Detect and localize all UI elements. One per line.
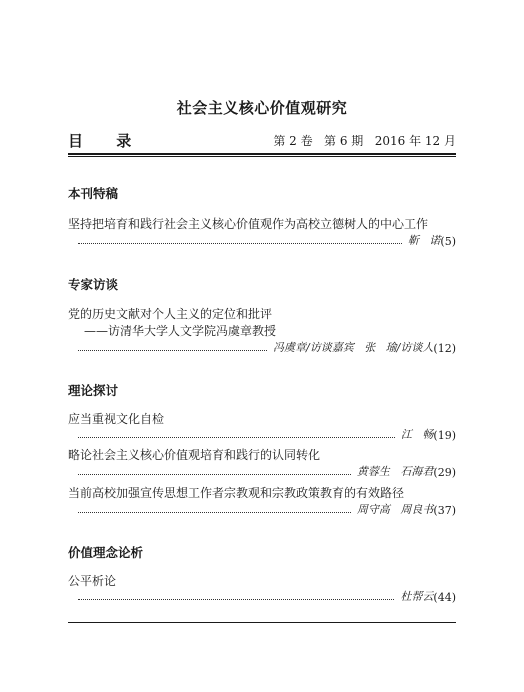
issue-info: 第 2 卷 第 6 期 2016 年 12 月 — [273, 134, 456, 148]
article-page: (12) — [433, 342, 456, 355]
article-title: 略论社会主义核心价值观培育和践行的认同转化 — [68, 448, 321, 462]
article-page: (37) — [433, 504, 456, 517]
article-author: 黄蓉生 石海君 — [356, 465, 434, 478]
article-title: 坚持把培育和践行社会主义核心价值观作为高校立德树人的中心工作 — [68, 217, 429, 231]
section-heading: 价值理念论析 — [68, 545, 144, 560]
article-title: 当前高校加强宣传思想工作者宗教观和宗教政策教育的有效路径 — [68, 486, 405, 500]
toc-label: 目 录 — [68, 132, 146, 150]
article-page: (19) — [433, 429, 456, 442]
article-leader-line — [78, 501, 456, 517]
leader-dots — [78, 598, 394, 600]
article-title: 应当重视文化自检 — [68, 412, 165, 426]
article-author: 江 畅 — [400, 428, 434, 441]
leader-dots — [78, 436, 395, 438]
article-page: (29) — [433, 466, 456, 479]
article-leader-line — [78, 463, 456, 479]
article-page: (44) — [433, 591, 456, 604]
article-leader-line — [78, 339, 456, 355]
article-title: 党的历史文献对个人主义的定位和批评 — [68, 307, 273, 321]
leader-dots — [78, 473, 351, 475]
article-author: 靳 诺 — [407, 234, 441, 247]
section-heading: 本刊特稿 — [68, 186, 119, 201]
leader-dots — [78, 349, 267, 351]
article-author: 周守高 周良书 — [356, 503, 434, 516]
article-leader-line — [78, 232, 456, 248]
article-title: 公平析论 — [68, 574, 117, 588]
section-heading: 理论探讨 — [68, 383, 119, 398]
journal-title: 社会主义核心价值观研究 — [176, 99, 348, 117]
article-subtitle: ——访清华大学人文学院冯虞章教授 — [84, 324, 277, 338]
toc-header — [68, 130, 456, 152]
article-author: 冯虞章/访谈嘉宾 张 瑜/访谈人 — [273, 341, 434, 354]
bottom-rule — [68, 622, 456, 623]
leader-dots — [78, 511, 351, 513]
article-leader-line — [78, 588, 456, 604]
section-heading: 专家访谈 — [68, 277, 119, 292]
header-rule-thick — [68, 153, 456, 155]
article-page: (5) — [440, 235, 456, 248]
header-rule-thin — [68, 156, 456, 157]
article-leader-line — [78, 426, 456, 442]
leader-dots — [78, 242, 402, 244]
article-author: 杜帮云 — [400, 590, 434, 603]
